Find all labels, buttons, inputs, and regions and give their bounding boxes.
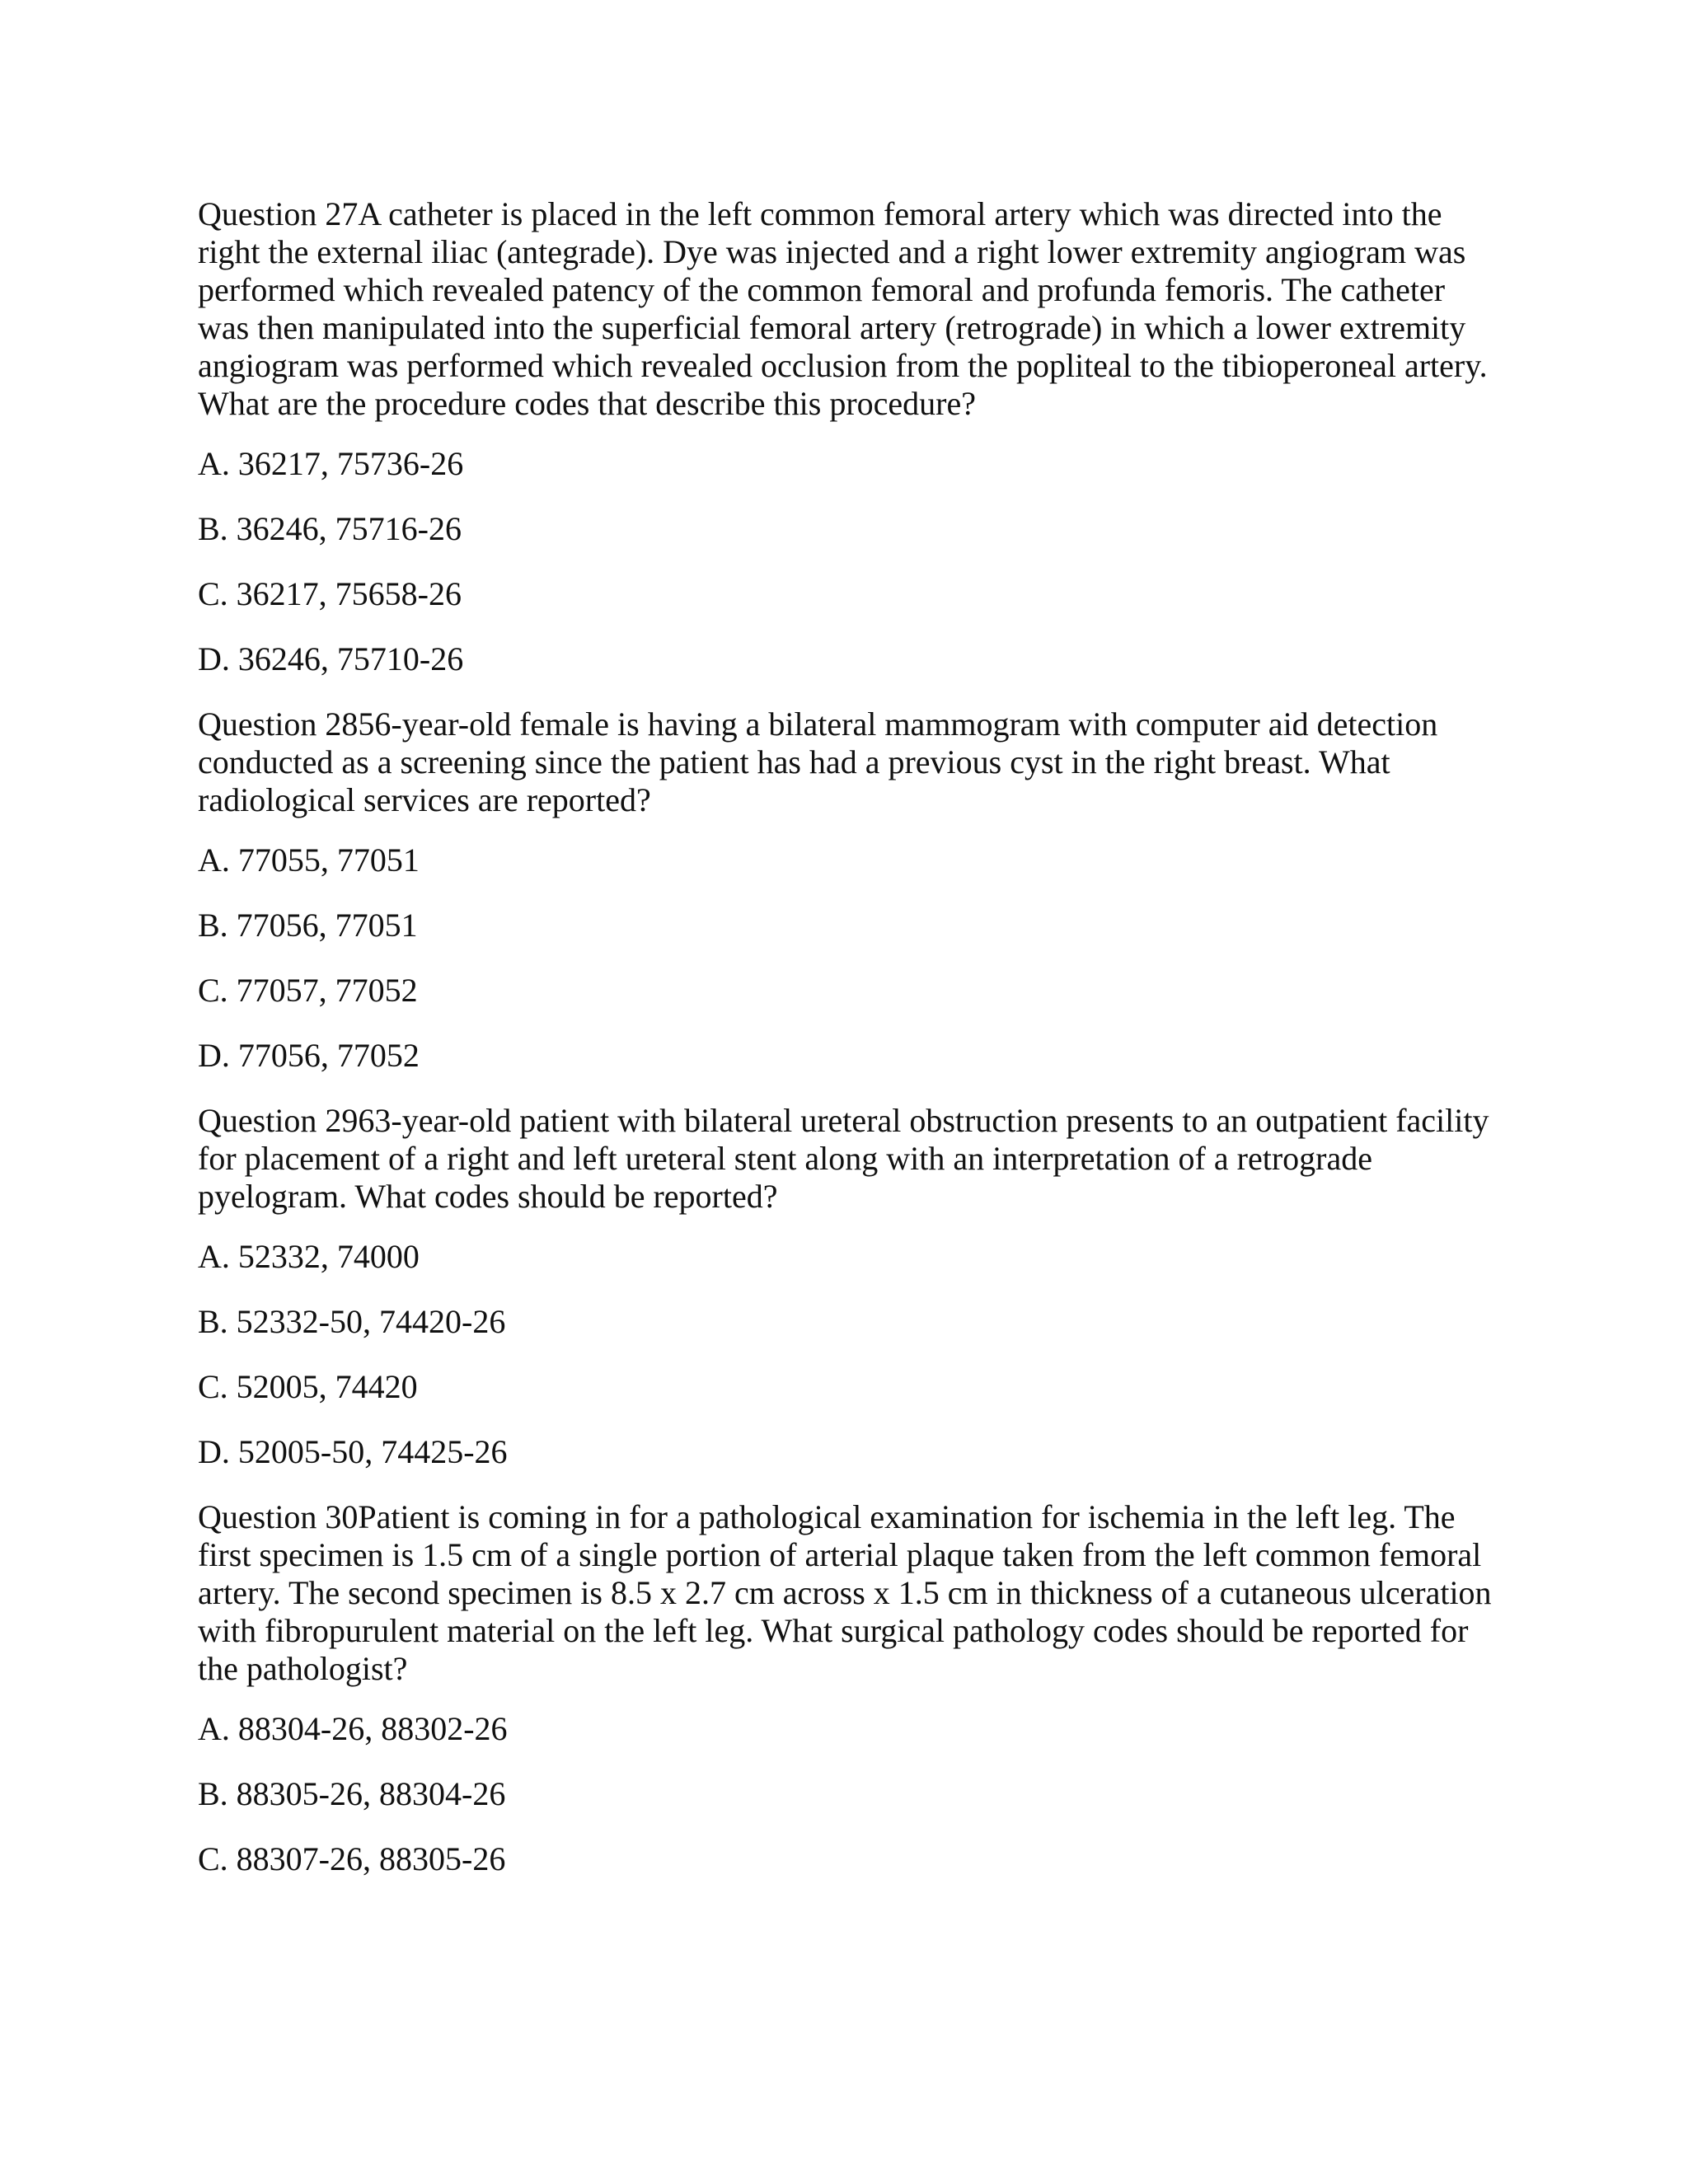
question-stem: Question 27A catheter is placed in the left common femoral artery which was directed into the right the external iliac (antegrade). Dye was injected and a right lower extremity angiogram was performed which revealed patency of the common femoral and profunda femoris. The catheter was then manipulated into the superficial femoral artery (retrograde) in which a lower extremity angiogram was performed which revealed occlusion from the popliteal to the tibioperoneal artery. What are the procedure codes that describe this procedure? (198, 195, 1488, 422)
answer-option-c: C. 36217, 75658-26 (198, 575, 462, 612)
answer-option-a: A. 88304-26, 88302-26 (198, 1710, 508, 1747)
answer-option-b: B. 52332-50, 74420-26 (198, 1303, 506, 1340)
answer-option-b: B. 88305-26, 88304-26 (198, 1775, 506, 1812)
answer-option-d: D. 36246, 75710-26 (198, 640, 464, 677)
question-30 (198, 1498, 1500, 1878)
question-28 (198, 705, 1500, 1075)
question-stem: Question 30Patient is coming in for a pathological examination for ischemia in the left leg. The first specimen is 1.5 cm of a single portion of arterial plaque taken from the left common femoral artery. The second specimen is 8.5 x 2.7 cm across x 1.5 cm in thickness of a cutaneous ulceration with fibropurulent material on the left leg. What surgical pathology codes should be reported for the pathologist? (198, 1498, 1492, 1687)
answer-option-a: A. 36217, 75736-26 (198, 445, 464, 482)
answer-option-d: D. 77056, 77052 (198, 1037, 420, 1074)
answer-option-b: B. 77056, 77051 (198, 907, 418, 944)
answer-option-c: C. 52005, 74420 (198, 1368, 418, 1405)
question-stem: Question 2856-year-old female is having a bilateral mammogram with computer aid detection conducted as a screening since the patient has had a previous cyst in the right breast. What radiological services are reported? (198, 705, 1438, 818)
answer-option-a: A. 52332, 74000 (198, 1238, 420, 1275)
question-29 (198, 1102, 1500, 1471)
answer-option-b: B. 36246, 75716-26 (198, 510, 462, 547)
answer-option-c: C. 77057, 77052 (198, 972, 418, 1009)
answer-option-a: A. 77055, 77051 (198, 841, 420, 879)
answer-option-c: C. 88307-26, 88305-26 (198, 1840, 506, 1877)
question-27 (198, 195, 1500, 678)
answer-option-d: D. 52005-50, 74425-26 (198, 1433, 508, 1470)
question-list (198, 195, 1500, 1878)
question-stem: Question 2963-year-old patient with bilateral ureteral obstruction presents to an outpatient facility for placement of a right and left ureteral stent along with an interpretation of a retrograde pyelogram. What codes should be reported? (198, 1102, 1489, 1215)
